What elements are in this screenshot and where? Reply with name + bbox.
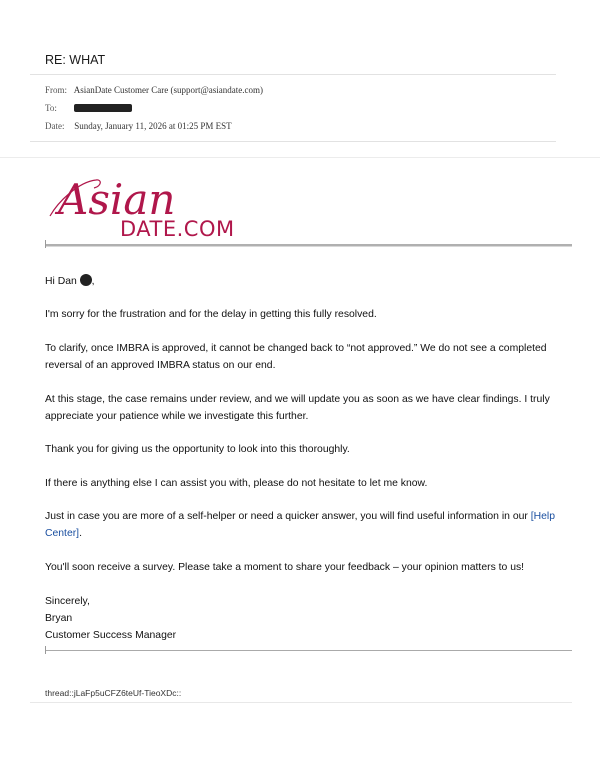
paragraph: To clarify, once IMBRA is approved, it cannot be changed back to “not approved.” We do not see a completed reversal of an approved IMBRA status on our end.	[45, 343, 547, 371]
signature-divider	[45, 650, 572, 651]
divider	[30, 74, 556, 75]
from-value: AsianDate Customer Care (support@asiandate.com)	[73, 85, 263, 95]
date-value: Sunday, January 11, 2026 at 01:25 PM EST	[74, 121, 232, 131]
greeting-text: Hi Dan	[45, 276, 77, 287]
date-label: Date:	[45, 121, 65, 131]
from-label: From:	[45, 85, 68, 95]
closing: Sincerely,	[45, 596, 90, 607]
redacted-recipient	[74, 104, 132, 112]
redacted-name	[80, 274, 92, 286]
email-subject: RE: WHAT	[45, 53, 106, 67]
paragraph	[45, 508, 575, 542]
period: .	[79, 528, 82, 539]
logo-domain-text: DATE.COM	[120, 217, 235, 241]
paragraph: If there is anything else I can assist you with, please do not hesitate to let me know.	[45, 478, 428, 489]
paragraph: At this stage, the case remains under review, and we will update you as soon as we have clear findings. I truly appreciate your patience while we investigate this further.	[45, 394, 550, 422]
divider	[30, 141, 556, 142]
signature	[45, 593, 575, 644]
signer-name: Bryan	[45, 613, 73, 624]
paragraph: I'm sorry for the frustration and for the delay in getting this fully resolved.	[45, 309, 377, 320]
asiandate-logo	[44, 172, 274, 242]
to-row	[45, 103, 132, 113]
logo-divider	[45, 244, 572, 247]
divider	[30, 702, 572, 703]
from-row	[45, 85, 263, 95]
date-row	[45, 121, 232, 131]
logo-script-text: Asian	[58, 175, 176, 224]
paragraph-text: Just in case you are more of a self-helper or need a quicker answer, you will find useful information in our	[45, 511, 528, 522]
greeting	[45, 273, 575, 290]
paragraph: You'll soon receive a survey. Please take a moment to share your feedback – your opinion matters to us!	[45, 562, 525, 573]
greeting-comma: ,	[91, 276, 95, 287]
to-label: To:	[45, 103, 57, 113]
help-center-link[interactable]: [Help Center]	[45, 511, 555, 539]
paragraph: Thank you for giving us the opportunity to look into this thoroughly.	[45, 444, 350, 455]
divider	[0, 157, 600, 158]
thread-id: thread::jLaFp5uCFZ6teUf-TieoXDc::	[45, 688, 182, 698]
signer-title: Customer Success Manager	[45, 630, 177, 641]
